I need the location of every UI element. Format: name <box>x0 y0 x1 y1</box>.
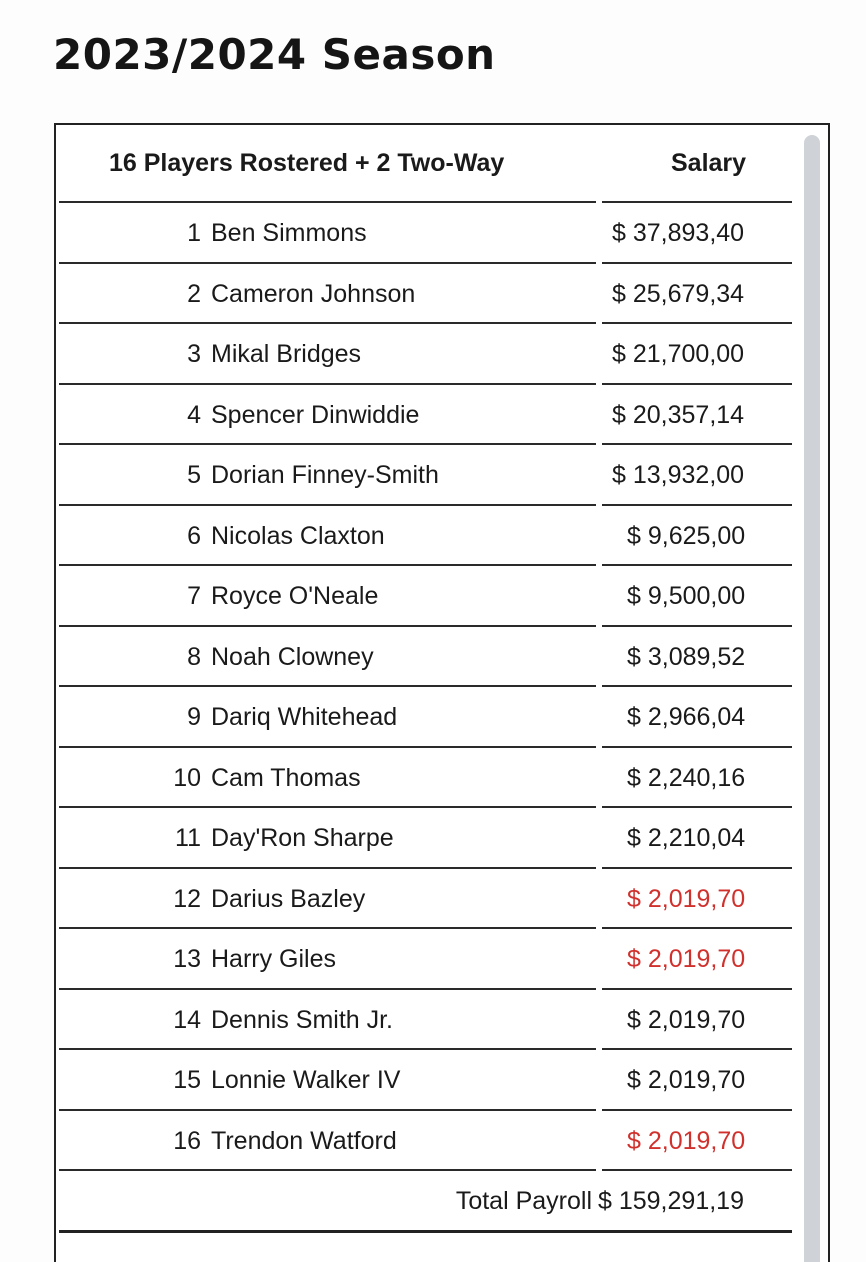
player-rank: 9 <box>187 703 201 731</box>
salary-cell <box>602 1109 792 1170</box>
player-rank: 4 <box>187 400 201 429</box>
salary-cell <box>602 262 792 323</box>
table-bottom-rule <box>59 1230 792 1233</box>
player-cell <box>59 322 596 383</box>
vertical-scrollbar[interactable] <box>804 135 820 1262</box>
player-salary: $ 3,089,52 <box>627 642 746 671</box>
player-salary: $ 20,357,14 <box>612 400 745 429</box>
player-cell <box>59 927 596 988</box>
table-header <box>59 125 792 201</box>
player-cell <box>59 383 596 444</box>
player-cell <box>59 201 596 262</box>
player-name: Dariq Whitehead <box>211 703 398 731</box>
table-row <box>59 1048 792 1107</box>
salary-cell <box>602 746 792 807</box>
player-salary: $ 13,932,00 <box>612 461 745 489</box>
table-row <box>59 383 792 442</box>
table-row <box>59 927 792 986</box>
player-name: Harry Giles <box>211 945 337 973</box>
player-salary: $ 2,966,04 <box>627 703 746 731</box>
table-row <box>59 443 792 502</box>
player-salary: $ 37,893,40 <box>612 219 745 247</box>
table-row <box>59 988 792 1047</box>
player-name: Noah Clowney <box>211 642 374 671</box>
salary-cell <box>602 443 792 504</box>
salary-cell <box>602 1048 792 1109</box>
player-cell <box>59 504 596 565</box>
header-players: 16 Players Rostered + 2 Two-Way <box>109 149 505 177</box>
player-cell <box>59 262 596 323</box>
player-name: Nicolas Claxton <box>211 521 385 550</box>
player-name: Cameron Johnson <box>211 279 416 308</box>
player-salary: $ 21,700,00 <box>612 340 745 368</box>
salary-cell <box>602 988 792 1049</box>
table-row <box>59 262 792 321</box>
player-rank: 13 <box>173 945 201 973</box>
table-row <box>59 806 792 865</box>
player-cell <box>59 443 596 504</box>
table-row <box>59 685 792 744</box>
player-rank: 2 <box>187 279 201 308</box>
player-name: Ben Simmons <box>211 219 367 247</box>
player-rank: 10 <box>173 763 201 792</box>
total-row <box>59 1169 792 1228</box>
table-row <box>59 322 792 381</box>
table-row <box>59 504 792 563</box>
total-salary-cell <box>598 1169 792 1230</box>
player-rank: 8 <box>187 642 201 671</box>
total-payroll-label: Total Payroll <box>455 1187 592 1215</box>
salary-cell <box>602 867 792 928</box>
header-salary: Salary <box>671 149 747 177</box>
player-name: Dorian Finney-Smith <box>211 461 439 489</box>
table-viewport <box>56 125 794 1262</box>
salary-cell <box>602 322 792 383</box>
player-cell <box>59 806 596 867</box>
player-salary: $ 9,625,00 <box>627 521 746 550</box>
player-rank: 6 <box>187 521 201 550</box>
salary-cell <box>602 383 792 444</box>
player-cell <box>59 625 596 686</box>
payroll-table <box>54 123 830 1262</box>
player-cell <box>59 1109 596 1170</box>
player-name: Darius Bazley <box>211 884 366 913</box>
salary-cell <box>602 927 792 988</box>
total-label-cell <box>59 1169 596 1230</box>
player-rank: 5 <box>187 461 201 489</box>
player-name: Trendon Watford <box>211 1126 397 1155</box>
player-name: Cam Thomas <box>211 763 361 792</box>
salary-cell <box>602 625 792 686</box>
player-cell <box>59 564 596 625</box>
player-rank: 15 <box>173 1066 201 1094</box>
table-row <box>59 1109 792 1168</box>
player-rank: 12 <box>173 884 201 913</box>
player-name: Dennis Smith Jr. <box>211 1005 394 1034</box>
salary-cell <box>602 201 792 262</box>
salary-cell <box>602 685 792 746</box>
player-name: Mikal Bridges <box>211 340 362 368</box>
table-row <box>59 201 792 260</box>
player-name: Lonnie Walker IV <box>211 1066 401 1094</box>
salary-cell <box>602 504 792 565</box>
player-rank: 1 <box>187 219 201 247</box>
player-salary: $ 2,019,70 <box>627 1126 746 1155</box>
player-rank: 7 <box>187 582 201 610</box>
player-rank: 3 <box>187 340 201 368</box>
player-salary: $ 2,210,04 <box>627 824 746 852</box>
player-name: Spencer Dinwiddie <box>211 400 420 429</box>
player-salary: $ 2,019,70 <box>627 1005 746 1034</box>
player-cell <box>59 867 596 928</box>
table-row <box>59 746 792 805</box>
player-cell <box>59 988 596 1049</box>
player-salary: $ 9,500,00 <box>627 582 746 610</box>
player-cell <box>59 746 596 807</box>
total-payroll-value: $ 159,291,19 <box>598 1187 744 1215</box>
page-title: 2023/2024 Season <box>53 30 496 79</box>
player-salary: $ 2,240,16 <box>627 763 746 792</box>
player-cell <box>59 1048 596 1109</box>
player-rank: 14 <box>173 1005 201 1034</box>
player-salary: $ 2,019,70 <box>627 945 746 973</box>
player-rank: 11 <box>175 824 201 852</box>
player-cell <box>59 685 596 746</box>
salary-cell <box>602 806 792 867</box>
table-row <box>59 867 792 926</box>
player-salary: $ 2,019,70 <box>627 884 746 913</box>
player-rank: 16 <box>173 1126 201 1155</box>
player-salary: $ 2,019,70 <box>627 1066 746 1094</box>
table-row <box>59 564 792 623</box>
salary-cell <box>602 564 792 625</box>
table-row <box>59 625 792 684</box>
player-name: Royce O'Neale <box>211 582 379 610</box>
player-salary: $ 25,679,34 <box>612 279 745 308</box>
player-name: Day'Ron Sharpe <box>211 824 394 852</box>
